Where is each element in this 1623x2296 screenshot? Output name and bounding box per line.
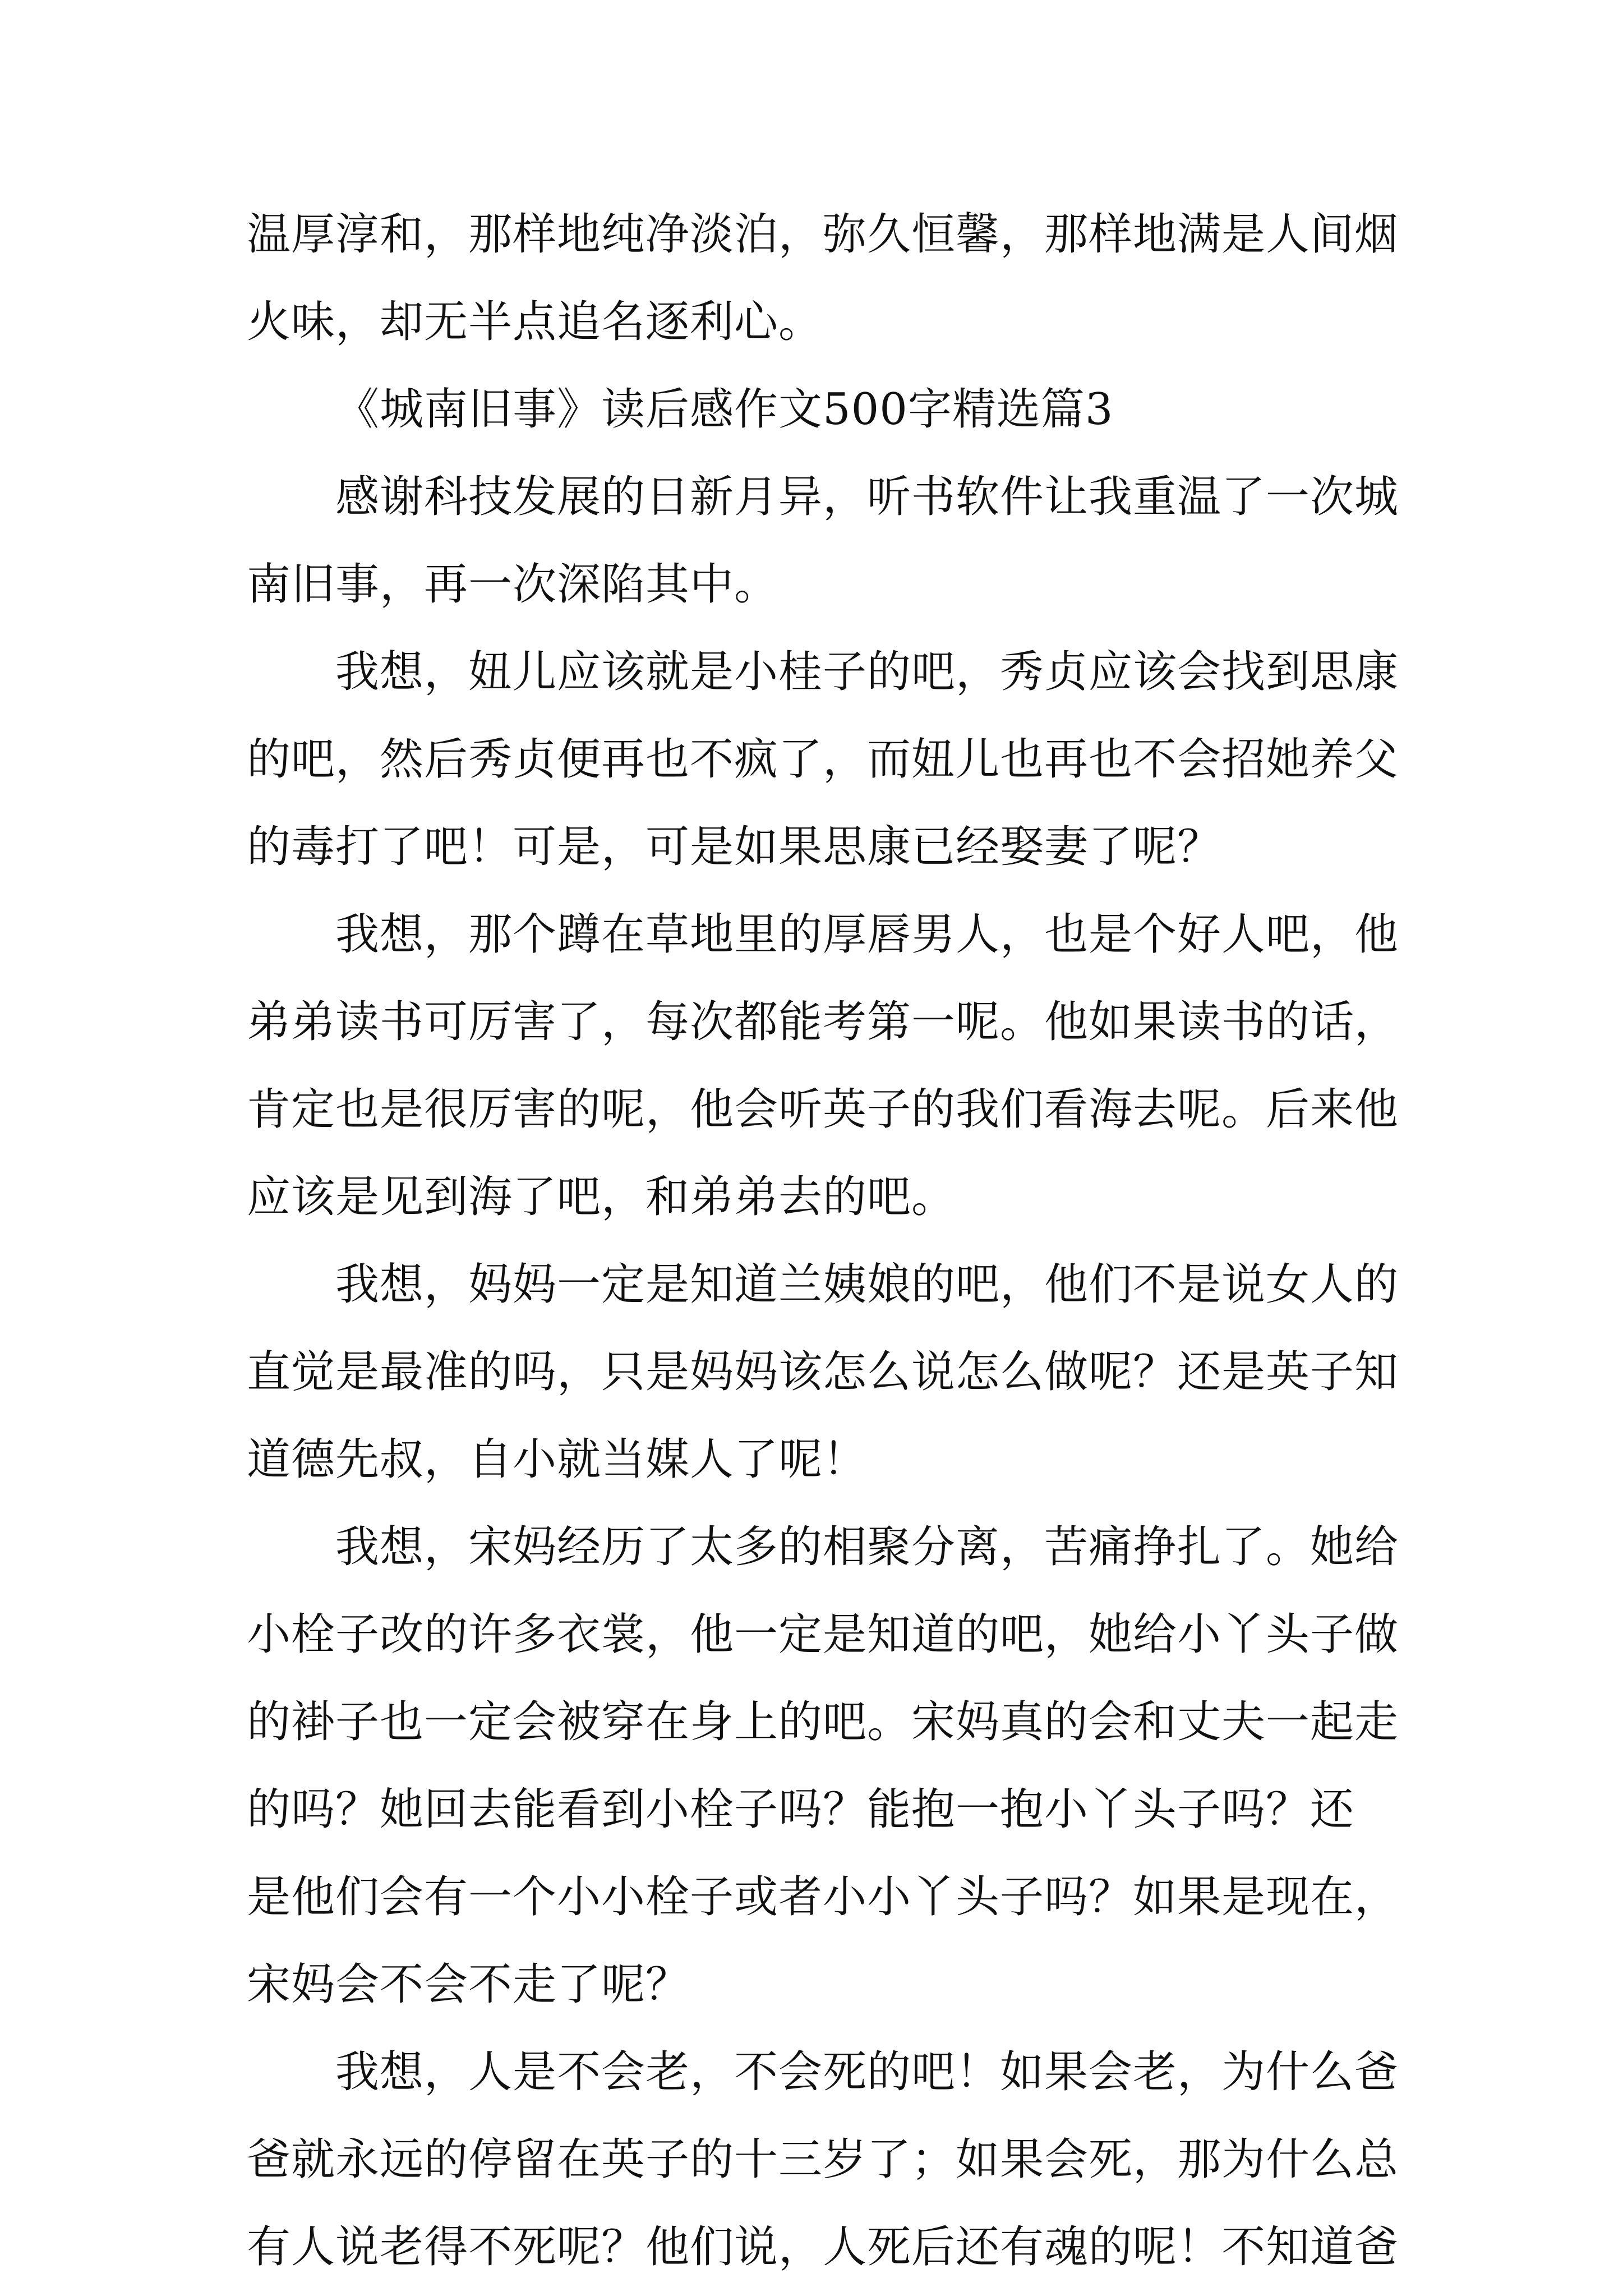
- text-line: 宋妈会不会不走了呢？: [247, 1959, 690, 2010]
- heading-line: 《城南旧事》读后感作文500字精选篇3: [335, 384, 1114, 435]
- paragraph-continued: [247, 191, 1399, 366]
- paragraph-1: [247, 453, 1399, 628]
- text-line: 温厚淳和，那样地纯净淡泊，弥久恒馨，那样地满是人间烟: [247, 209, 1399, 260]
- paragraph-4: [247, 1241, 1399, 1503]
- text-line: 南旧事，再一次深陷其中。: [247, 559, 779, 610]
- text-line: 我想，宋妈经历了太多的相聚分离，苦痛挣扎了。她给: [335, 1522, 1399, 1572]
- text-line: 弟弟读书可厉害了，每次都能考第一呢。他如果读书的话，: [247, 997, 1399, 1047]
- text-line: 应该是见到海了吧，和弟弟去的吧。: [247, 1172, 956, 1222]
- text-line: 的吧，然后秀贞便再也不疯了，而妞儿也再也不会招她养父: [247, 734, 1399, 785]
- text-line: 感谢科技发展的日新月异，听书软件让我重温了一次城: [335, 472, 1399, 522]
- paragraph-2: [247, 628, 1399, 891]
- paragraph-5: [247, 1503, 1399, 2028]
- document-body: [247, 191, 1399, 2291]
- text-line: 的吗？她回去能看到小栓子吗？能抱一抱小丫头子吗？还: [247, 1784, 1355, 1835]
- text-line: 我想，人是不会老，不会死的吧！如果会老，为什么爸: [335, 2047, 1399, 2097]
- text-line: 道德先叔，自小就当媒人了呢！: [247, 1434, 868, 1485]
- text-line: 肯定也是很厉害的呢，他会听英子的我们看海去呢。后来他: [247, 1084, 1399, 1135]
- text-line: 小栓子改的许多衣裳，他一定是知道的吧，她给小丫头子做: [247, 1609, 1399, 1660]
- text-line: 有人说老得不死呢？他们说，人死后还有魂的呢！不知道爸: [247, 2222, 1399, 2272]
- section-heading: [247, 366, 1385, 453]
- text-line: 直觉是最准的吗，只是妈妈该怎么说怎么做呢？还是英子知: [247, 1347, 1399, 1397]
- text-line: 我想，妞儿应该就是小桂子的吧，秀贞应该会找到思康: [335, 647, 1399, 697]
- text-line: 的毒打了吧！可是，可是如果思康已经娶妻了呢？: [247, 822, 1222, 872]
- text-line: 的褂子也一定会被穿在身上的吧。宋妈真的会和丈夫一起走: [247, 1697, 1399, 1747]
- text-line: 爸就永远的停留在英子的十三岁了；如果会死，那为什么总: [247, 2134, 1399, 2185]
- text-line: 我想，那个蹲在草地里的厚唇男人，也是个好人吧，他: [335, 909, 1399, 960]
- paragraph-6: [247, 2028, 1399, 2291]
- paragraph-3: [247, 891, 1399, 1241]
- text-line: 我想，妈妈一定是知道兰姨娘的吧，他们不是说女人的: [335, 1259, 1399, 1310]
- text-line: 是他们会有一个小小栓子或者小小丫头子吗？如果是现在，: [247, 1872, 1399, 1922]
- text-line: 火味，却无半点追名逐利心。: [247, 297, 823, 347]
